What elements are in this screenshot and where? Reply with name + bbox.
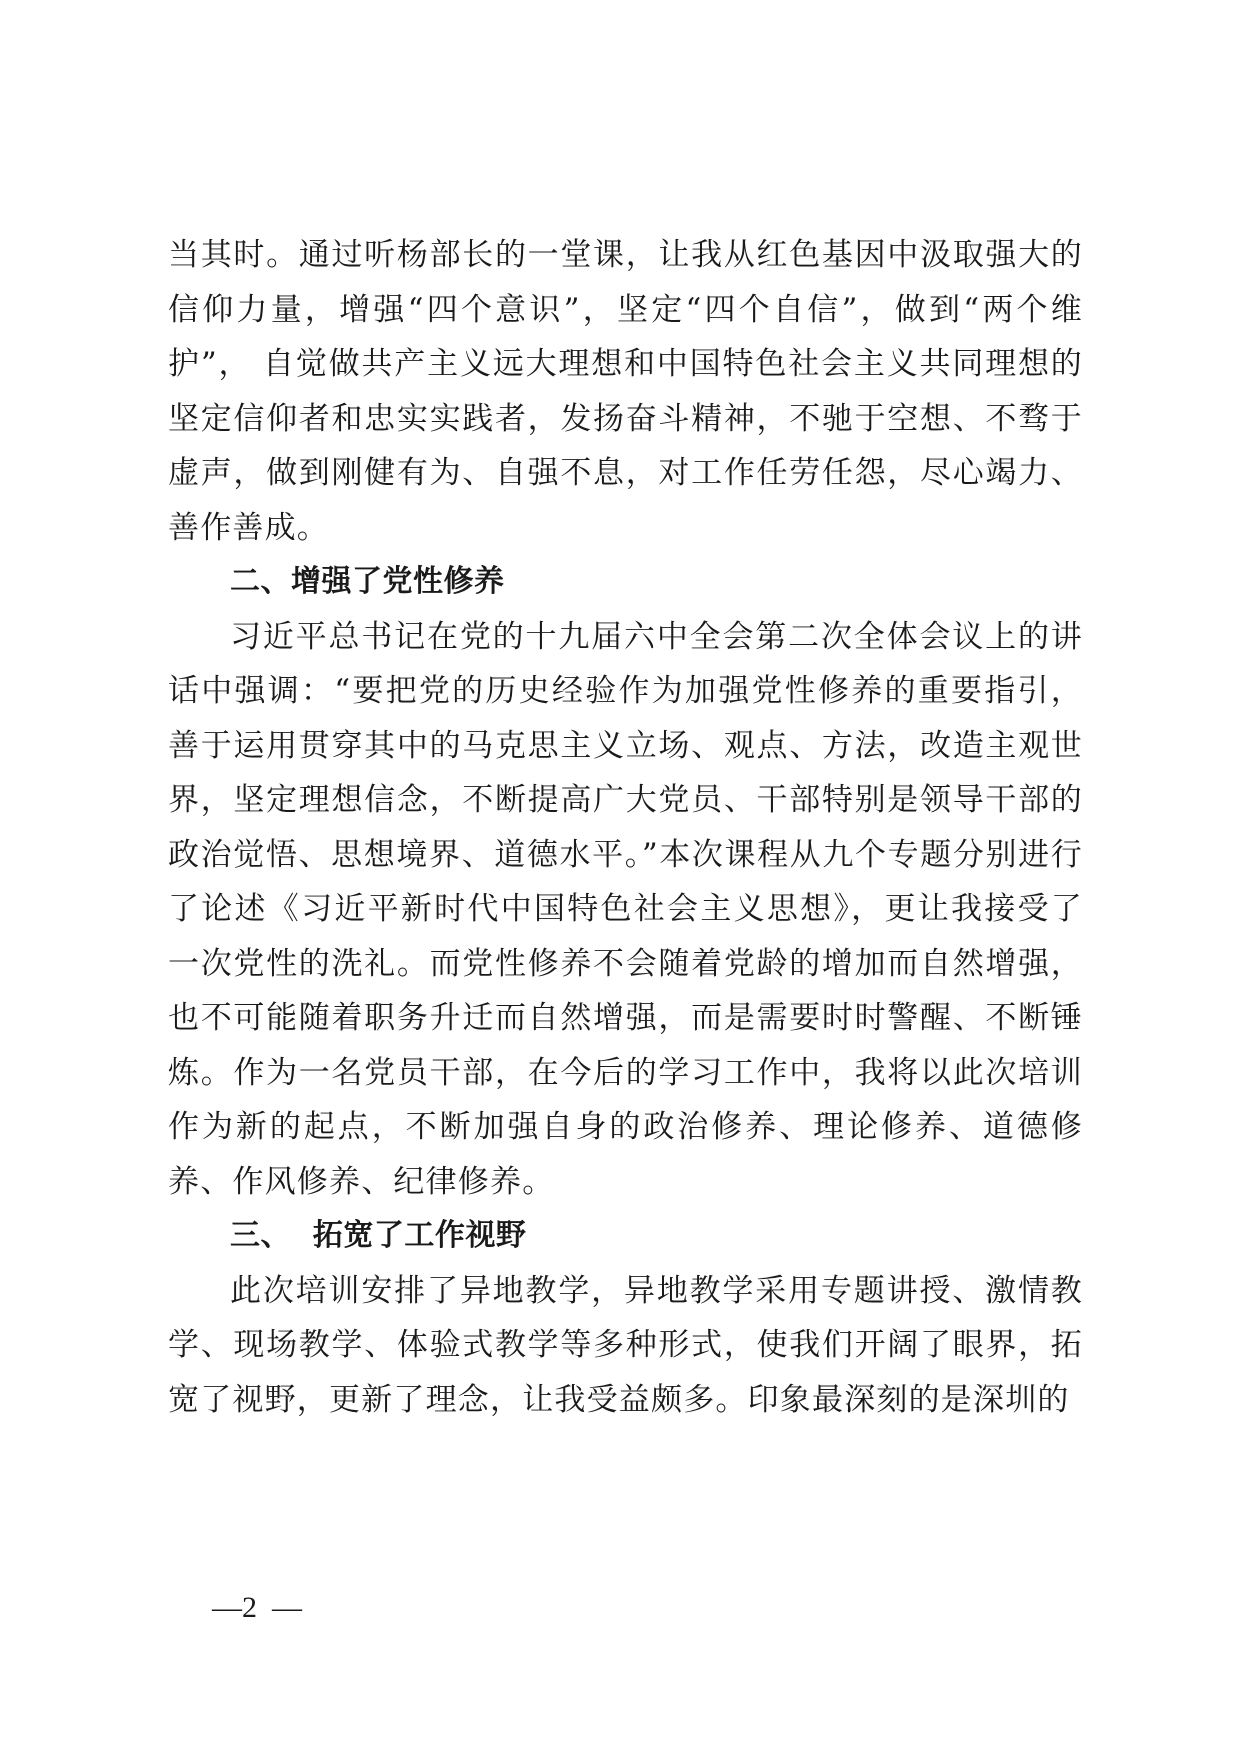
paragraph-section-2: 习近平总书记在党的十九届六中全会第二次全体会议上的讲话中强调：“要把党的历史经验作为加强党性修养的重要指引，善于运用贯穿其中的马克思主义立场、观点、方法，改造主观世界，坚定理想信念，不断提高广大党员、干部特别是领导干部的政治觉悟、思想境界、道德水平。”本次课程从九个专题分别进行了论述《习近平新时代中国特色社会主义思想》，更让我接受了一次党性的洗礼。而党性修养不会随着党龄的增加而自然增强，也不可能随着职务升迁而自然增强，而是需要时时警醒、不断锤炼。作为一名党员干部，在今后的学习工作中，我将以此次培训作为新的起点，不断加强自身的政治修养、理论修养、道德修养、作风修养、纪律修养。 <box>168 618 1083 1200</box>
paragraph-continuation: 当其时。通过听杨部长的一堂课，让我从红色基因中汲取强大的信仰力量，增强“四个意识”，坚定“四个自信”，做到“两个维护”， 自觉做共产主义远大理想和中国特色社会主义共同理想的坚定信仰者和忠实实践者，发扬奋斗精神，不驰于空想、不骛于虚声，做到刚健有为、自强不息，对工作任劳任怨，尽心竭力、善作善成。 <box>168 237 1083 546</box>
section-heading-2: 二、增强了党性修养 <box>230 564 505 599</box>
paragraph-section-3: 此次培训安排了异地教学，异地教学采用专题讲授、激情教学、现场教学、体验式教学等多种形式，使我们开阔了眼界，拓宽了视野，更新了理念，让我受益颇多。印象最深刻的是深圳的 <box>168 1272 1083 1418</box>
document-body <box>168 228 1083 1427</box>
page-number: —2 — <box>212 1591 302 1624</box>
section-heading-3: 三、 拓宽了工作视野 <box>230 1218 527 1253</box>
